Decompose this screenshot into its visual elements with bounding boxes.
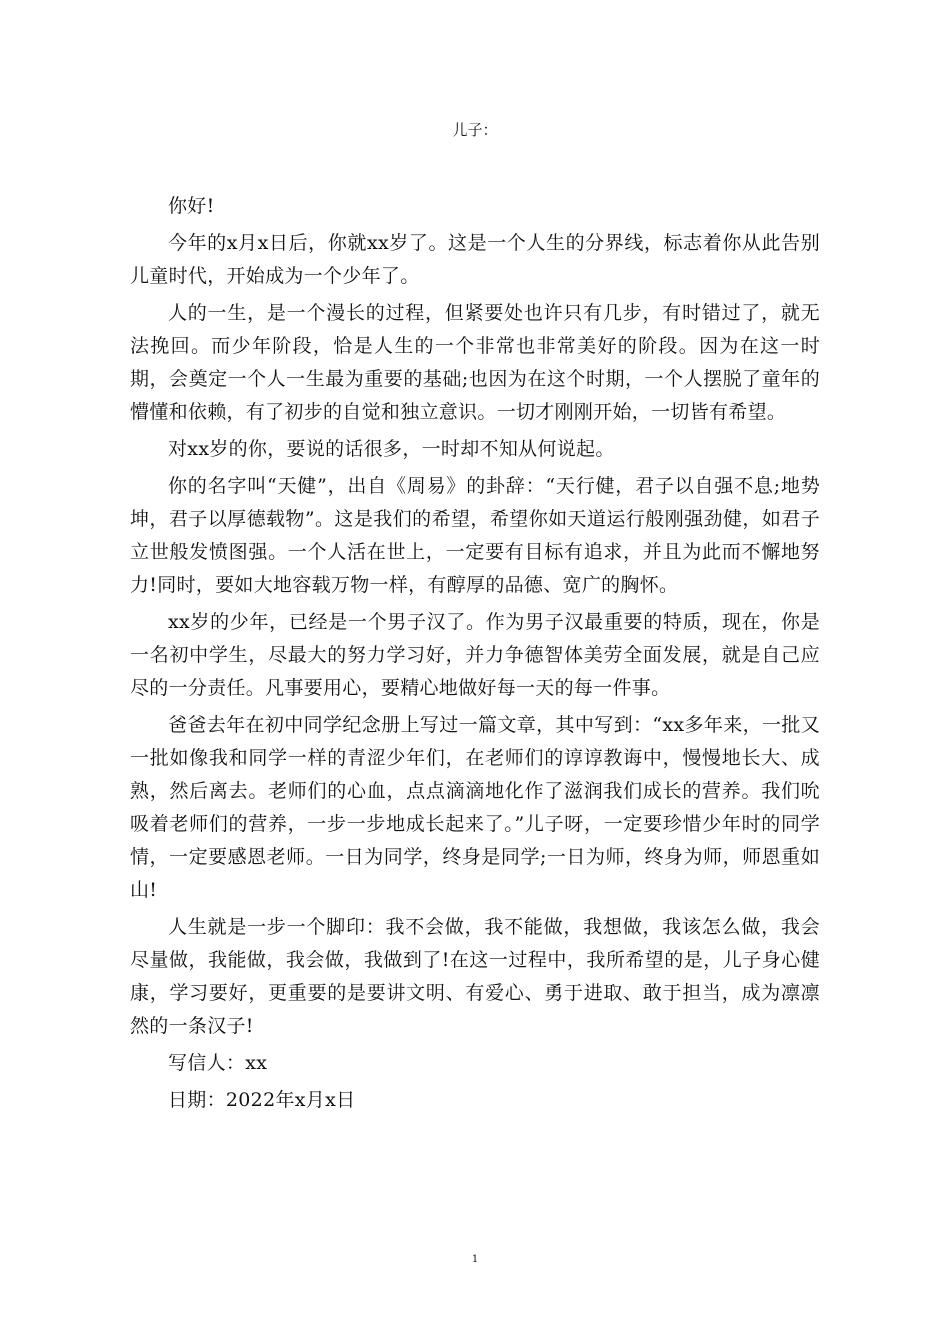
paragraph: 人生就是一步一个脚印：我不会做，我不能做，我想做，我该怎么做，我会尽量做，我能做，我会做，我做到了!在这一过程中，我所希望的是，儿子身心健康，学习要好，更重要的是要讲文明、有爱心、勇于进取、敢于担当，成为凛凛然的一条汉子! [130, 916, 820, 1037]
paragraph: 你的名字叫“天健”，出自《周易》的卦辞：“天行健，君子以自强不息;地势坤，君子以厚德载物”。这是我们的希望，希望你如天道运行般刚强劲健，如君子立世般发愤图强。一个人活在世上，一定要有目标有追求，并且为此而不懈地努力!同时，要如大地容载万物一样，有醇厚的品德、宽广的胸怀。 [130, 475, 820, 596]
letter-body [130, 190, 820, 1121]
paragraph: 爸爸去年在初中同学纪念册上写过一篇文章，其中写到：“xx多年来，一批又一批如像我和同学一样的青涩少年们，在老师们的谆谆教诲中，慢慢地长大、成熟，然后离去。老师们的心血，点点滴滴地化作了滋润我们成长的营养。我们吮吸着老师们的营养，一步一步地成长起来了。”儿子呀，一定要珍惜少年时的同学情，一定要感恩老师。一日为同学，终身是同学;一日为师，终身为师，师恩重如山! [130, 714, 820, 901]
page-number: 1 [471, 1254, 479, 1265]
signature-line: 写信人：xx [168, 1052, 268, 1074]
date-line: 日期：2022年x月x日 [168, 1089, 356, 1111]
paragraph: xx岁的少年，已经是一个男子汉了。作为男子汉最重要的特质，现在，你是一名初中学生，尽最大的努力学习好，并力争德智体美劳全面发展，就是自己应尽的一分责任。凡事要用心，要精心地做好每一天的每一件事。 [130, 611, 820, 699]
paragraph: 今年的x月x日后，你就xx岁了。这是一个人生的分界线，标志着你从此告别儿童时代，开始成为一个少年了。 [130, 232, 820, 287]
paragraph: 人的一生，是一个漫长的过程，但紧要处也许只有几步，有时错过了，就无法挽回。而少年阶段，恰是人生的一个非常也非常美好的阶段。因为在这一时期，会奠定一个人一生最为重要的基础;也因为在这个时期，一个人摆脱了童年的懵懂和依赖，有了初步的自觉和独立意识。一切才刚刚开始，一切皆有希望。 [130, 302, 820, 423]
paragraph: 对xx岁的你，要说的话很多，一时却不知从何说起。 [168, 438, 615, 460]
letter-salutation: 儿子： [452, 121, 498, 139]
greeting: 你好! [168, 195, 215, 217]
